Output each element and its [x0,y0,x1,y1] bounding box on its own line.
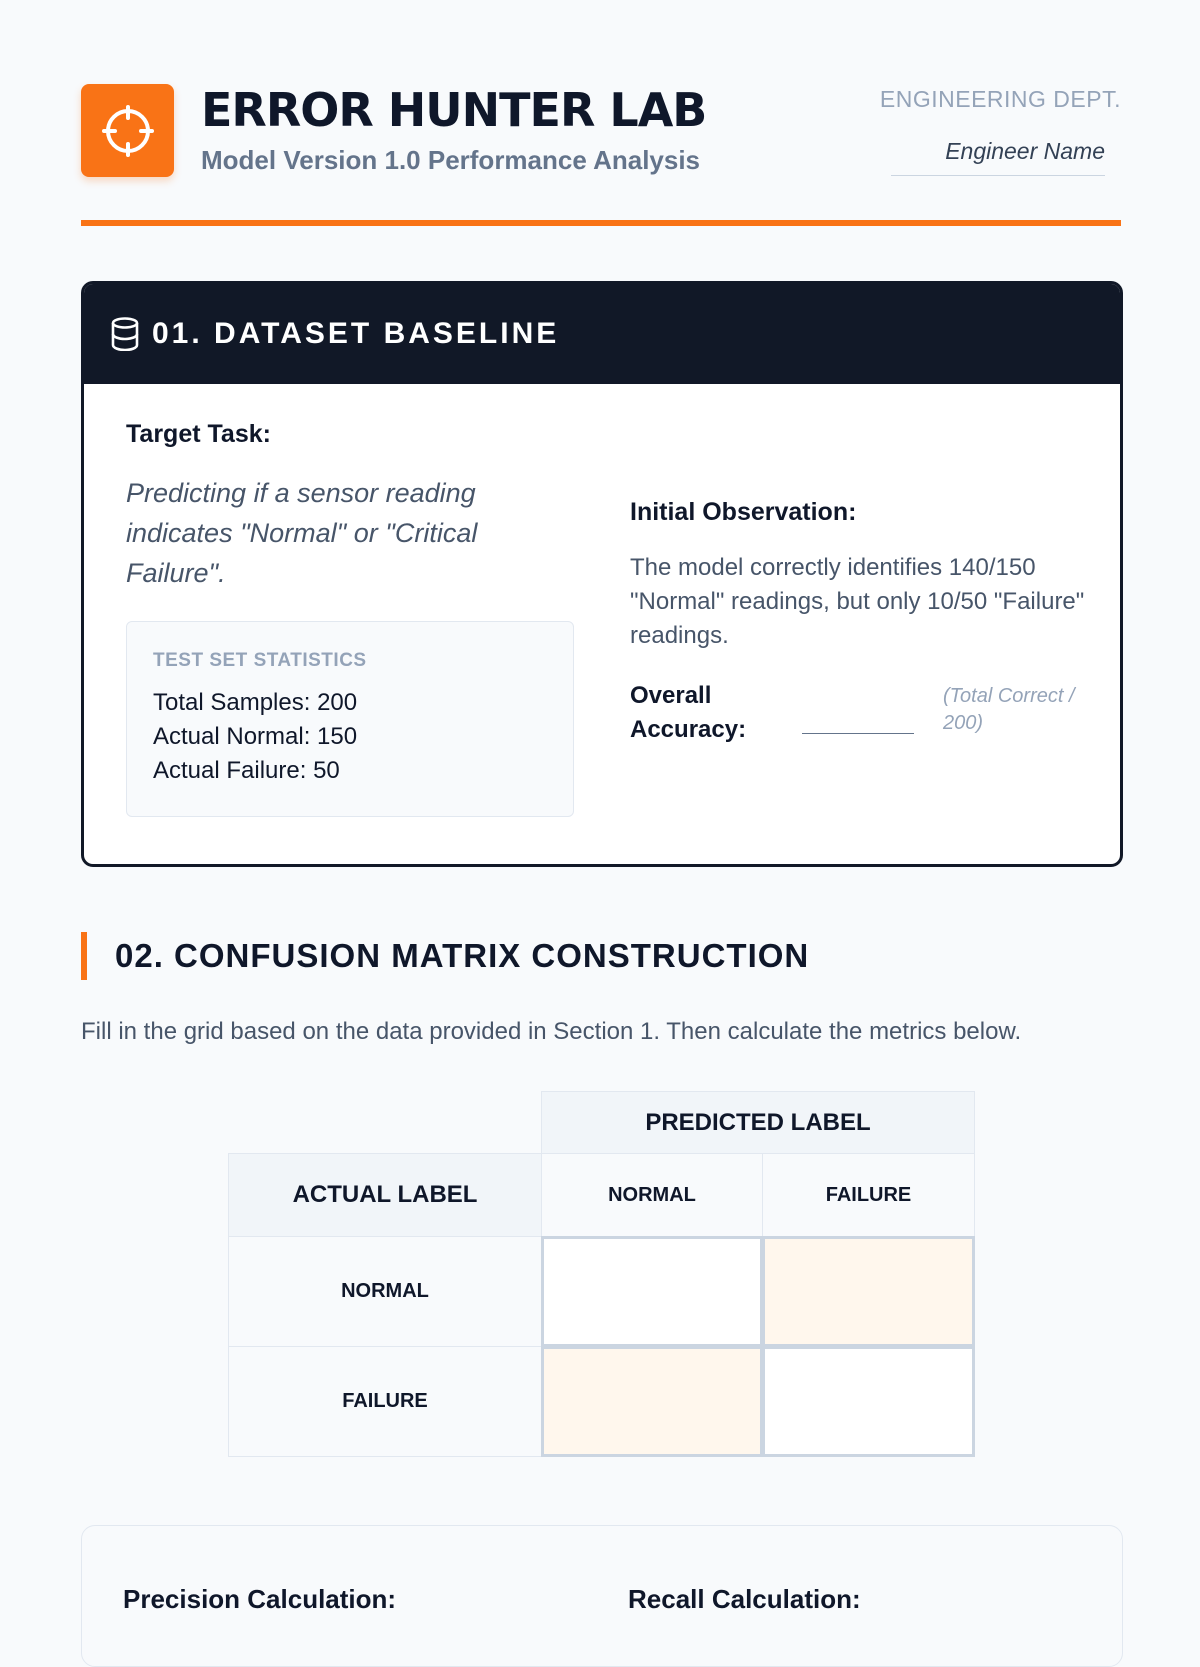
predicted-normal-column: NORMAL [541,1153,763,1237]
section-heading: 01. DATASET BASELINE [152,317,560,350]
department-label: ENGINEERING DEPT. [879,86,1121,112]
predicted-failure-column: FAILURE [762,1153,975,1237]
actual-label-header: ACTUAL LABEL [228,1153,542,1237]
section-heading: 02. CONFUSION MATRIX CONSTRUCTION [115,937,810,974]
observation-column [630,498,1090,749]
accuracy-row [630,679,1090,749]
database-icon [110,317,140,351]
accuracy-hint: (Total Correct / 200) [943,685,1075,734]
accuracy-label: Overall Accuracy: [630,682,747,743]
target-task-label: Target Task: [126,420,271,448]
worksheet-page [81,0,1121,1614]
stats-title: TEST SET STATISTICS [153,650,367,671]
header-divider [81,220,1121,226]
precision-calculation-label: Precision Calculation: [123,1584,397,1614]
header [81,0,1121,226]
observation-text: The model correctly identifies 140/150 "Normal" readings, but only 10/50 "Failure" readings. [630,554,1085,649]
accuracy-answer-blank[interactable] [802,733,914,734]
false-negative-cell[interactable] [541,1346,763,1457]
section-accent-bar [81,932,87,980]
stat-total-samples: Total Samples: 200 [153,689,358,716]
engineer-name-field[interactable]: Engineer Name [891,138,1105,176]
true-negative-cell[interactable] [541,1236,763,1347]
logo [81,84,174,177]
predicted-label-header: PREDICTED LABEL [541,1091,975,1154]
dataset-baseline-card [81,281,1123,867]
false-positive-cell[interactable] [762,1236,975,1347]
crosshair-icon [102,105,154,157]
target-task-text: Predicting if a sensor reading indicates "Normal" or "Critical Failure". [126,478,478,588]
page-subtitle: Model Version 1.0 Performance Analysis [201,145,701,175]
stat-actual-failure: Actual Failure: 50 [153,757,340,784]
actual-failure-row: FAILURE [228,1346,542,1457]
section-instructions: Fill in the grid based on the data provided in Section 1. Then calculate the metrics below. [81,1018,1022,1045]
page-title: ERROR HUNTER LAB [201,83,707,137]
target-task-column [126,420,576,817]
true-positive-cell[interactable] [762,1346,975,1457]
recall-calculation-label: Recall Calculation: [628,1584,861,1614]
stat-actual-normal: Actual Normal: 150 [153,723,358,750]
test-set-statistics [126,621,574,817]
dataset-baseline-header [84,284,1120,384]
observation-label: Initial Observation: [630,498,857,526]
actual-normal-row: NORMAL [228,1236,542,1347]
metrics-calculation-card [81,1525,1123,1667]
